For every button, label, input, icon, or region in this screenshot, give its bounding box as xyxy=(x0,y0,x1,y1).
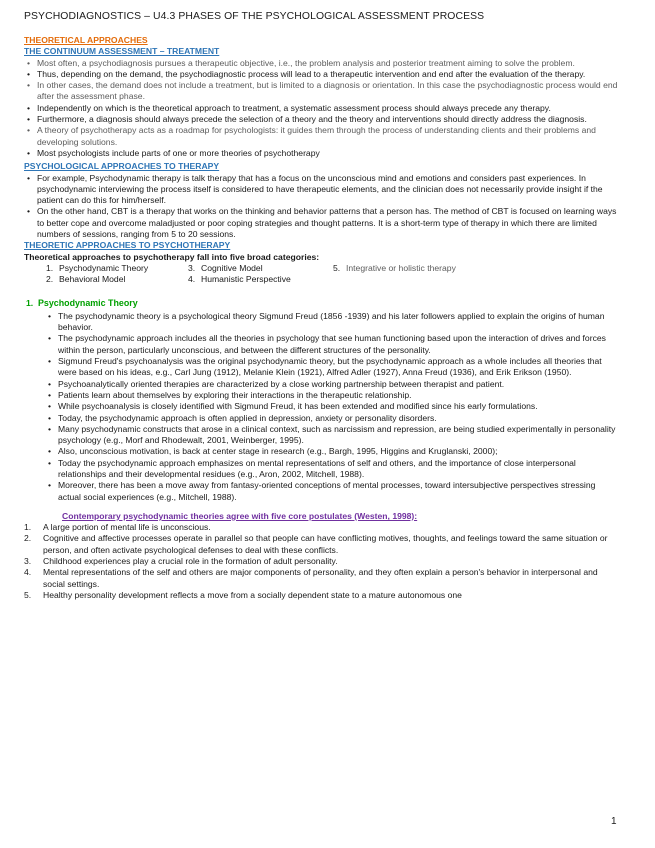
section-heading-core-postulates: Contemporary psychodynamic theories agree with five core postulates (Westen, 1998): xyxy=(62,510,418,521)
list-item: • Also, unconscious motivation, is back at center stage in research (e.g., Bargh, 1995, Higgins and Kruglanski, 2000); xyxy=(0,446,619,457)
list-item: • A theory of psychotherapy acts as a roadmap for psychologists: it guides them through the process of understanding clients and their problems and developing solutions. xyxy=(24,125,619,148)
list-item: • Today, the psychodynamic approach is often applied in depression, anxiety or personality disorders. xyxy=(0,413,619,424)
categories-grid xyxy=(46,263,619,286)
list-item: • The psychodynamic theory is a psychological theory Sigmund Freud (1856 -1939) and his later followers applied to explain the origins of human behavior. xyxy=(0,311,619,334)
document-page xyxy=(24,10,619,601)
list-item: • On the other hand, CBT is a therapy that works on the thinking and behavior patterns that a person has. The method of CBT is focused on learning ways to better cope and overcome maladjusted or poor coping strategies and thought patterns. It is a short-term type of therapy in which there are limited numbers of sessions, ranging from 5 to 20 sessions. xyxy=(24,206,619,240)
section-heading-approaches-to-therapy: PSYCHOLOGICAL APPROACHES TO THERAPY xyxy=(24,161,220,172)
category-item: 2. Behavioral Model xyxy=(46,274,126,285)
category-item: 4. Humanistic Perspective xyxy=(188,274,291,285)
section-heading-theoretic-approaches: THEORETIC APPROACHES TO PSYCHOTHERAPY xyxy=(24,240,231,251)
subheading-continuum: THE CONTINUUM ASSESSMENT – TREATMENT xyxy=(24,46,220,57)
list-item: • Patients learn about themselves by exploring their interactions in the therapeutic relationship. xyxy=(0,390,619,401)
category-item: 5. Integrative or holistic therapy xyxy=(333,262,456,273)
page-number: 1 xyxy=(611,816,617,827)
list-item: 5. Healthy personality development reflects a move from a socially dependent state to a mature autonomous one xyxy=(24,589,462,600)
list-item: • While psychoanalysis is closely identified with Sigmund Freud, it has been extended and modified since his early formulations. xyxy=(0,401,619,412)
section-heading-theoretical-approaches: THEORETICAL APPROACHES xyxy=(24,35,148,45)
list-item: • In other cases, the demand does not include a treatment, but is limited to a diagnosis or orientation. In this case the psychodiagnostic process would end after the assessment phase. xyxy=(24,80,619,103)
list-item: 1. A large portion of mental life is unconscious. xyxy=(24,522,211,533)
list-item: 2. Cognitive and affective processes operate in parallel so that people can have conflicting motives, thoughts, and feelings toward the same situation or person, and often activate psychological defenses to deal with these conflicts. xyxy=(24,533,608,555)
list-item: • Thus, depending on the demand, the psychodiagnostic process will lead to a therapeutic intervention and end after the evaluation of the therapy. xyxy=(24,69,619,80)
list-item: • Sigmund Freud's psychoanalysis was the original psychodynamic theory, but the psychodynamic approach as a whole includes all theories that were based on his ideas, e.g., Carl Jung (1912), Melanie Klein (1921), Alfred Adler (1927), Anna Freud (1936), and Erik Erikson (1950). xyxy=(0,356,619,379)
category-item: 1. Psychodynamic Theory xyxy=(46,262,149,273)
document-title: PSYCHODIAGNOSTICS – U4.3 PHASES OF THE PSYCHOLOGICAL ASSESSMENT PROCESS xyxy=(24,11,485,22)
section-heading-psychodynamic-theory: 1. Psychodynamic Theory xyxy=(26,297,138,308)
list-item: • Psychoanalytically oriented therapies are characterized by a close working partnership between therapist and patient. xyxy=(0,379,619,390)
categories-intro: Theoretical approaches to psychotherapy fall into five broad categories: xyxy=(24,251,320,262)
list-item: • Independently on which is the theoretical approach to treatment, a systematic assessment process should always precede any therapy. xyxy=(24,103,619,114)
list-item: • The psychodynamic approach includes all the theories in psychology that see human functioning based upon the interaction of drives and forces within the person, particularly unconscious, and between the different structures of the personality. xyxy=(0,333,619,356)
list-item: • Furthermore, a diagnosis should always precede the selection of a theory and the theory and interventions should directly address the diagnosis. xyxy=(24,114,619,125)
continuum-bullet-list xyxy=(24,58,619,160)
list-item: • Most often, a psychodiagnosis pursues a therapeutic objective, i.e., the problem analysis and posterior treatment aiming to solve the problem. xyxy=(24,58,619,69)
list-item: • Most psychologists include parts of one or more theories of psychotherapy xyxy=(24,148,619,159)
list-item: 4. Mental representations of the self and others are major components of personality, and they often explain a person's behavior in interpersonal and social settings. xyxy=(24,567,598,589)
postulates-list xyxy=(24,522,619,601)
list-item: • For example, Psychodynamic therapy is talk therapy that has a focus on the unconscious mind and emotions and considers past experiences. In psychodynamic interviewing the process itself is considered to have therapeutic elements, and the clinician does not necessarily provide insight if the patient can do this for him/herself. xyxy=(24,173,619,207)
list-item: • Many psychodynamic constructs that arose in a clinical context, such as narcissism and repression, are being studied experimentally in personality psychology (e.g., Morf and Rhodewalt, 2001, Weinberger, 1995). xyxy=(0,424,619,447)
approaches-bullet-list xyxy=(24,173,619,241)
list-item: 3. Childhood experiences play a crucial role in the formation of adult personality. xyxy=(24,556,338,567)
psychodynamic-bullet-list xyxy=(0,311,619,503)
list-item: • Today the psychodynamic approach emphasizes on mental representations of self and others, and the importance of close interpersonal relationships and their developmental residues (e.g., Aron, 2002, Mitchell, 1988). xyxy=(0,458,619,481)
list-item: • Moreover, there has been a move away from fantasy-oriented conceptions of mental processes, toward intersubjective perspectives stressing actual social experiences (e.g., Mitchell, 1988). xyxy=(0,480,619,503)
category-item: 3. Cognitive Model xyxy=(188,262,263,273)
